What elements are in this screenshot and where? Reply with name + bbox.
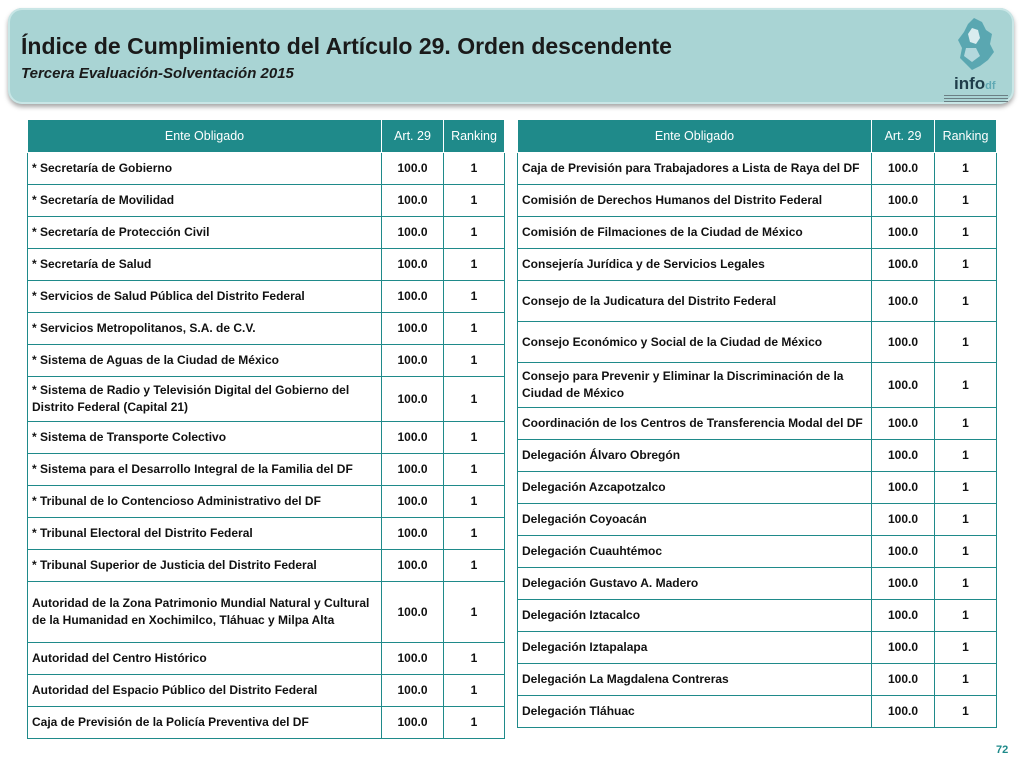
column-header-ranking: Ranking [444, 120, 505, 153]
cell-art29: 100.0 [382, 422, 444, 454]
cell-ranking: 1 [935, 408, 997, 440]
cell-ente-obligado: Autoridad del Espacio Público del Distrito Federal [28, 675, 382, 707]
cell-ranking: 1 [444, 281, 505, 313]
cell-art29: 100.0 [872, 408, 935, 440]
compliance-table-left [27, 119, 505, 739]
column-header-ente: Ente Obligado [28, 120, 382, 153]
cell-art29: 100.0 [872, 696, 935, 728]
cell-art29: 100.0 [382, 249, 444, 281]
cell-art29: 100.0 [872, 600, 935, 632]
table-row [518, 185, 997, 217]
cell-art29: 100.0 [872, 281, 935, 322]
table-row [28, 550, 505, 582]
cell-art29: 100.0 [872, 153, 935, 185]
table-header-row [518, 120, 997, 153]
cell-art29: 100.0 [382, 550, 444, 582]
cell-art29: 100.0 [382, 281, 444, 313]
cell-ente-obligado: Consejo para Prevenir y Eliminar la Discriminación de la Ciudad de México [518, 363, 872, 408]
cell-ranking: 1 [935, 363, 997, 408]
table-row [518, 249, 997, 281]
cell-ranking: 1 [935, 664, 997, 696]
table-row [518, 408, 997, 440]
cell-ranking: 1 [935, 440, 997, 472]
cell-ranking: 1 [935, 472, 997, 504]
cell-ente-obligado: * Sistema de Radio y Televisión Digital del Gobierno del Distrito Federal (Capital 21) [28, 377, 382, 422]
compliance-table-right [517, 119, 997, 728]
cell-ranking: 1 [444, 249, 505, 281]
cell-ente-obligado: Autoridad de la Zona Patrimonio Mundial Natural y Cultural de la Humanidad en Xochimilco, Tláhuac y Milpa Alta [28, 582, 382, 643]
table-row [28, 454, 505, 486]
cell-ranking: 1 [935, 568, 997, 600]
cell-ente-obligado: * Secretaría de Gobierno [28, 153, 382, 185]
cell-art29: 100.0 [382, 454, 444, 486]
cell-ranking: 1 [935, 217, 997, 249]
cell-ranking: 1 [935, 600, 997, 632]
cell-art29: 100.0 [382, 518, 444, 550]
cell-art29: 100.0 [872, 249, 935, 281]
logo-tagline-lines [944, 95, 1008, 104]
table-row [28, 377, 505, 422]
column-header-ranking: Ranking [935, 120, 997, 153]
column-header-art29: Art. 29 [872, 120, 935, 153]
cell-ranking: 1 [935, 249, 997, 281]
cell-art29: 100.0 [382, 707, 444, 739]
table-row [28, 185, 505, 217]
cell-ente-obligado: Delegación Álvaro Obregón [518, 440, 872, 472]
cell-ranking: 1 [935, 153, 997, 185]
cell-ente-obligado: Delegación Iztapalapa [518, 632, 872, 664]
cell-ente-obligado: Delegación Tláhuac [518, 696, 872, 728]
cell-ranking: 1 [935, 632, 997, 664]
cell-ente-obligado: Caja de Previsión de la Policía Preventiva del DF [28, 707, 382, 739]
cell-ranking: 1 [935, 185, 997, 217]
column-header-ente: Ente Obligado [518, 120, 872, 153]
table-row [518, 632, 997, 664]
cell-ranking: 1 [444, 422, 505, 454]
table-row [28, 422, 505, 454]
cell-ente-obligado: * Sistema de Transporte Colectivo [28, 422, 382, 454]
cell-ente-obligado: Delegación La Magdalena Contreras [518, 664, 872, 696]
cell-ranking: 1 [935, 696, 997, 728]
cell-art29: 100.0 [872, 217, 935, 249]
cell-ente-obligado: Delegación Coyoacán [518, 504, 872, 536]
infodf-logo [936, 14, 1012, 102]
table-row [28, 643, 505, 675]
cell-ranking: 1 [935, 322, 997, 363]
cell-art29: 100.0 [872, 472, 935, 504]
cell-ente-obligado: Consejería Jurídica y de Servicios Legales [518, 249, 872, 281]
cell-ranking: 1 [444, 313, 505, 345]
cell-ranking: 1 [444, 675, 505, 707]
table-row [28, 217, 505, 249]
table-row [518, 153, 997, 185]
cell-ranking: 1 [444, 377, 505, 422]
table-row [518, 281, 997, 322]
cell-ente-obligado: * Secretaría de Movilidad [28, 185, 382, 217]
table-row [518, 664, 997, 696]
table-row [28, 153, 505, 185]
table-row [28, 675, 505, 707]
table-row [28, 707, 505, 739]
cell-ranking: 1 [444, 217, 505, 249]
table-header-row [28, 120, 505, 153]
cell-art29: 100.0 [872, 440, 935, 472]
cell-ente-obligado: Delegación Gustavo A. Madero [518, 568, 872, 600]
table-row [518, 504, 997, 536]
cell-art29: 100.0 [872, 568, 935, 600]
cell-ente-obligado: Coordinación de los Centros de Transferencia Modal del DF [518, 408, 872, 440]
cell-ranking: 1 [935, 536, 997, 568]
cell-art29: 100.0 [872, 664, 935, 696]
cell-ente-obligado: * Secretaría de Salud [28, 249, 382, 281]
cell-ranking: 1 [444, 153, 505, 185]
cell-ente-obligado: Delegación Azcapotzalco [518, 472, 872, 504]
cell-art29: 100.0 [872, 185, 935, 217]
cell-ente-obligado: Delegación Iztacalco [518, 600, 872, 632]
cell-ente-obligado: Comisión de Filmaciones de la Ciudad de México [518, 217, 872, 249]
cell-ranking: 1 [444, 454, 505, 486]
cell-ranking: 1 [444, 345, 505, 377]
table-row [28, 486, 505, 518]
cell-ente-obligado: * Sistema para el Desarrollo Integral de la Familia del DF [28, 454, 382, 486]
cell-ranking: 1 [444, 582, 505, 643]
cell-art29: 100.0 [382, 582, 444, 643]
table-row [518, 217, 997, 249]
cell-ranking: 1 [444, 707, 505, 739]
cell-ente-obligado: Caja de Previsión para Trabajadores a Lista de Raya del DF [518, 153, 872, 185]
cell-art29: 100.0 [382, 486, 444, 518]
cell-art29: 100.0 [872, 322, 935, 363]
table-row [518, 322, 997, 363]
slide-header [8, 8, 1014, 104]
logo-wordmark: infodf [954, 74, 996, 93]
cell-ente-obligado: * Sistema de Aguas de la Ciudad de México [28, 345, 382, 377]
table-row [518, 363, 997, 408]
table-row [518, 536, 997, 568]
cell-ente-obligado: Consejo de la Judicatura del Distrito Federal [518, 281, 872, 322]
table-row [28, 249, 505, 281]
mexico-city-map-icon [936, 14, 1012, 76]
page-number: 72 [996, 744, 1009, 756]
cell-ranking: 1 [935, 504, 997, 536]
page-title: Índice de Cumplimiento del Artículo 29. Orden descendente [21, 33, 672, 59]
cell-ente-obligado: Comisión de Derechos Humanos del Distrito Federal [518, 185, 872, 217]
cell-art29: 100.0 [872, 363, 935, 408]
table-row [518, 472, 997, 504]
cell-art29: 100.0 [872, 536, 935, 568]
page-subtitle: Tercera Evaluación-Solventación 2015 [21, 65, 294, 82]
cell-art29: 100.0 [872, 504, 935, 536]
cell-art29: 100.0 [382, 345, 444, 377]
cell-ente-obligado: * Tribunal Electoral del Distrito Federal [28, 518, 382, 550]
cell-ranking: 1 [444, 518, 505, 550]
table-row [28, 313, 505, 345]
table-row [28, 345, 505, 377]
cell-art29: 100.0 [382, 675, 444, 707]
cell-ente-obligado: * Secretaría de Protección Civil [28, 217, 382, 249]
cell-ranking: 1 [444, 550, 505, 582]
column-header-art29: Art. 29 [382, 120, 444, 153]
cell-ranking: 1 [935, 281, 997, 322]
cell-art29: 100.0 [382, 153, 444, 185]
table-row [518, 440, 997, 472]
cell-ente-obligado: * Tribunal Superior de Justicia del Distrito Federal [28, 550, 382, 582]
cell-art29: 100.0 [382, 313, 444, 345]
cell-ente-obligado: Autoridad del Centro Histórico [28, 643, 382, 675]
cell-ente-obligado: Consejo Económico y Social de la Ciudad de México [518, 322, 872, 363]
cell-ente-obligado: * Tribunal de lo Contencioso Administrativo del DF [28, 486, 382, 518]
cell-ranking: 1 [444, 486, 505, 518]
table-row [28, 582, 505, 643]
cell-art29: 100.0 [382, 185, 444, 217]
table-row [28, 281, 505, 313]
table-row [518, 568, 997, 600]
cell-ranking: 1 [444, 643, 505, 675]
cell-ente-obligado: * Servicios Metropolitanos, S.A. de C.V. [28, 313, 382, 345]
cell-ente-obligado: Delegación Cuauhtémoc [518, 536, 872, 568]
cell-art29: 100.0 [872, 632, 935, 664]
cell-ente-obligado: * Servicios de Salud Pública del Distrito Federal [28, 281, 382, 313]
cell-art29: 100.0 [382, 377, 444, 422]
table-row [28, 518, 505, 550]
table-row [518, 696, 997, 728]
cell-ranking: 1 [444, 185, 505, 217]
cell-art29: 100.0 [382, 217, 444, 249]
table-row [518, 600, 997, 632]
cell-art29: 100.0 [382, 643, 444, 675]
